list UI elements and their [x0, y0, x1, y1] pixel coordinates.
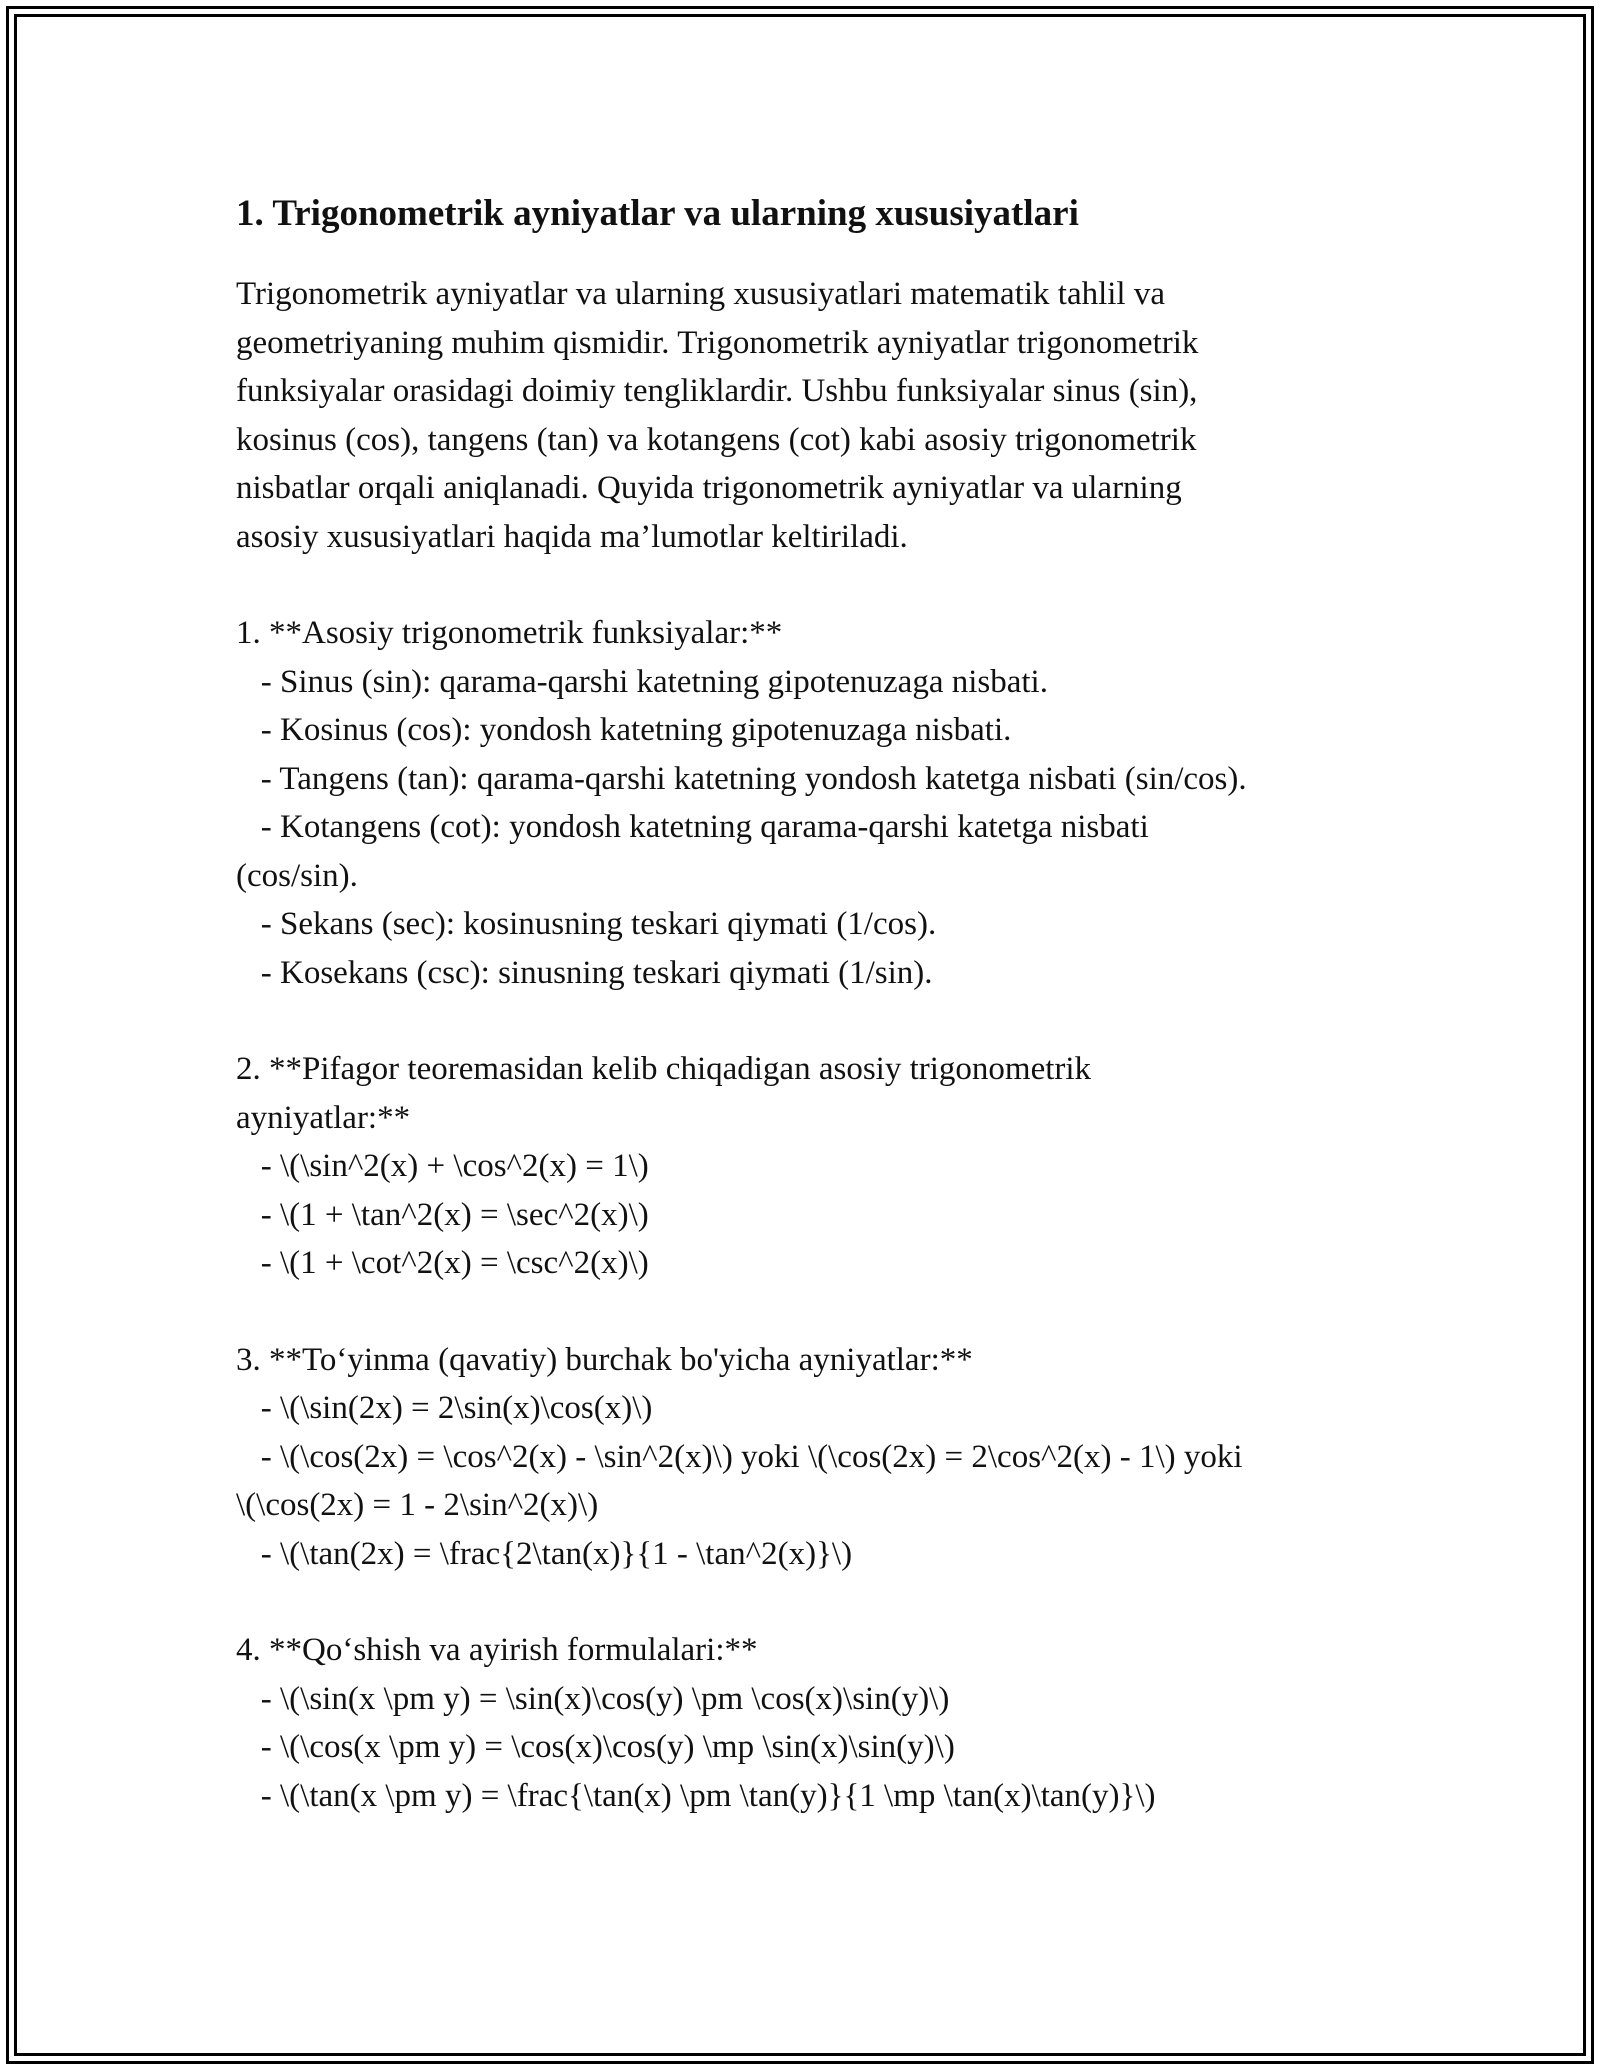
- document-title: 1. Trigonometrik ayniyatlar va ularning xususiyatlari: [236, 193, 1079, 234]
- formula-item: - \(\tan(x \pm y) = \frac{\tan(x) \pm \tan(y)}{1 \mp \tan(x)\tan(y)}\): [236, 1777, 1156, 1814]
- document-body: [236, 188, 1416, 1820]
- formula-item: - \(1 + \cot^2(x) = \csc^2(x)\): [236, 1245, 649, 1281]
- formula-item: - \(\tan(2x) = \frac{2\tan(x)}{1 - \tan^2(x)}\): [236, 1535, 853, 1572]
- intro-line: geometriyaning muhim qismidir. Trigonometrik ayniyatlar trigonometrik: [236, 324, 1199, 361]
- section-double-angle: [236, 1336, 1416, 1579]
- formula-item: - \(1 + \tan^2(x) = \sec^2(x)\): [236, 1196, 649, 1233]
- list-item: - Sekans (sec): kosinusning teskari qiymati (1/cos).: [236, 906, 937, 942]
- section-addition-formulas: [236, 1626, 1416, 1820]
- list-item: - Kosekans (csc): sinusning teskari qiymati (1/sin).: [236, 954, 933, 991]
- intro-paragraph: [236, 270, 1416, 561]
- formula-item: - \(\sin(2x) = 2\sin(x)\cos(x)\): [236, 1390, 653, 1426]
- list-item: - Sinus (sin): qarama-qarshi katetning gipotenuzaga nisbati.: [236, 663, 1048, 700]
- formula-item-continuation: \(\cos(2x) = 1 - 2\sin^2(x)\): [236, 1487, 599, 1523]
- intro-line: Trigonometrik ayniyatlar va ularning xususiyatlari matematik tahlil va: [236, 276, 1165, 312]
- section-pythagorean-identities: [236, 1045, 1416, 1288]
- section-heading: 1. **Asosiy trigonometrik funksiyalar:**: [236, 615, 783, 651]
- intro-line: asosiy xususiyatlari haqida ma’lumotlar keltiriladi.: [236, 518, 908, 555]
- list-item-continuation: (cos/sin).: [236, 857, 358, 894]
- section-heading: 3. **To‘yinma (qavatiy) burchak bo'yicha ayniyatlar:**: [236, 1341, 973, 1378]
- formula-item: - \(\sin(x \pm y) = \sin(x)\cos(y) \pm \cos(x)\sin(y)\): [236, 1680, 950, 1717]
- intro-line: funksiyalar orasidagi doimiy tengliklardir. Ushbu funksiyalar sinus (sin),: [236, 373, 1198, 409]
- intro-line: nisbatlar orqali aniqlanadi. Quyida trigonometrik ayniyatlar va ularning: [236, 470, 1182, 506]
- list-item: - Kotangens (cot): yondosh katetning qarama-qarshi katetga nisbati: [236, 809, 1149, 845]
- formula-item: - \(\cos(2x) = \cos^2(x) - \sin^2(x)\) yoki \(\cos(2x) = 2\cos^2(x) - 1\) yoki: [236, 1438, 1243, 1475]
- section-heading-continuation: ayniyatlar:**: [236, 1099, 411, 1136]
- section-basic-functions: [236, 609, 1416, 997]
- list-item: - Kosinus (cos): yondosh katetning gipotenuzaga nisbati.: [236, 712, 1012, 748]
- list-item: - Tangens (tan): qarama-qarshi katetning yondosh katetga nisbati (sin/cos).: [236, 760, 1247, 797]
- section-heading: 2. **Pifagor teoremasidan kelib chiqadigan asosiy trigonometrik: [236, 1051, 1092, 1087]
- formula-item: - \(\sin^2(x) + \cos^2(x) = 1\): [236, 1148, 649, 1184]
- formula-item: - \(\cos(x \pm y) = \cos(x)\cos(y) \mp \sin(x)\sin(y)\): [236, 1729, 955, 1765]
- section-heading: 4. **Qo‘shish va ayirish formulalari:**: [236, 1632, 758, 1668]
- intro-line: kosinus (cos), tangens (tan) va kotangens (cot) kabi asosiy trigonometrik: [236, 421, 1197, 458]
